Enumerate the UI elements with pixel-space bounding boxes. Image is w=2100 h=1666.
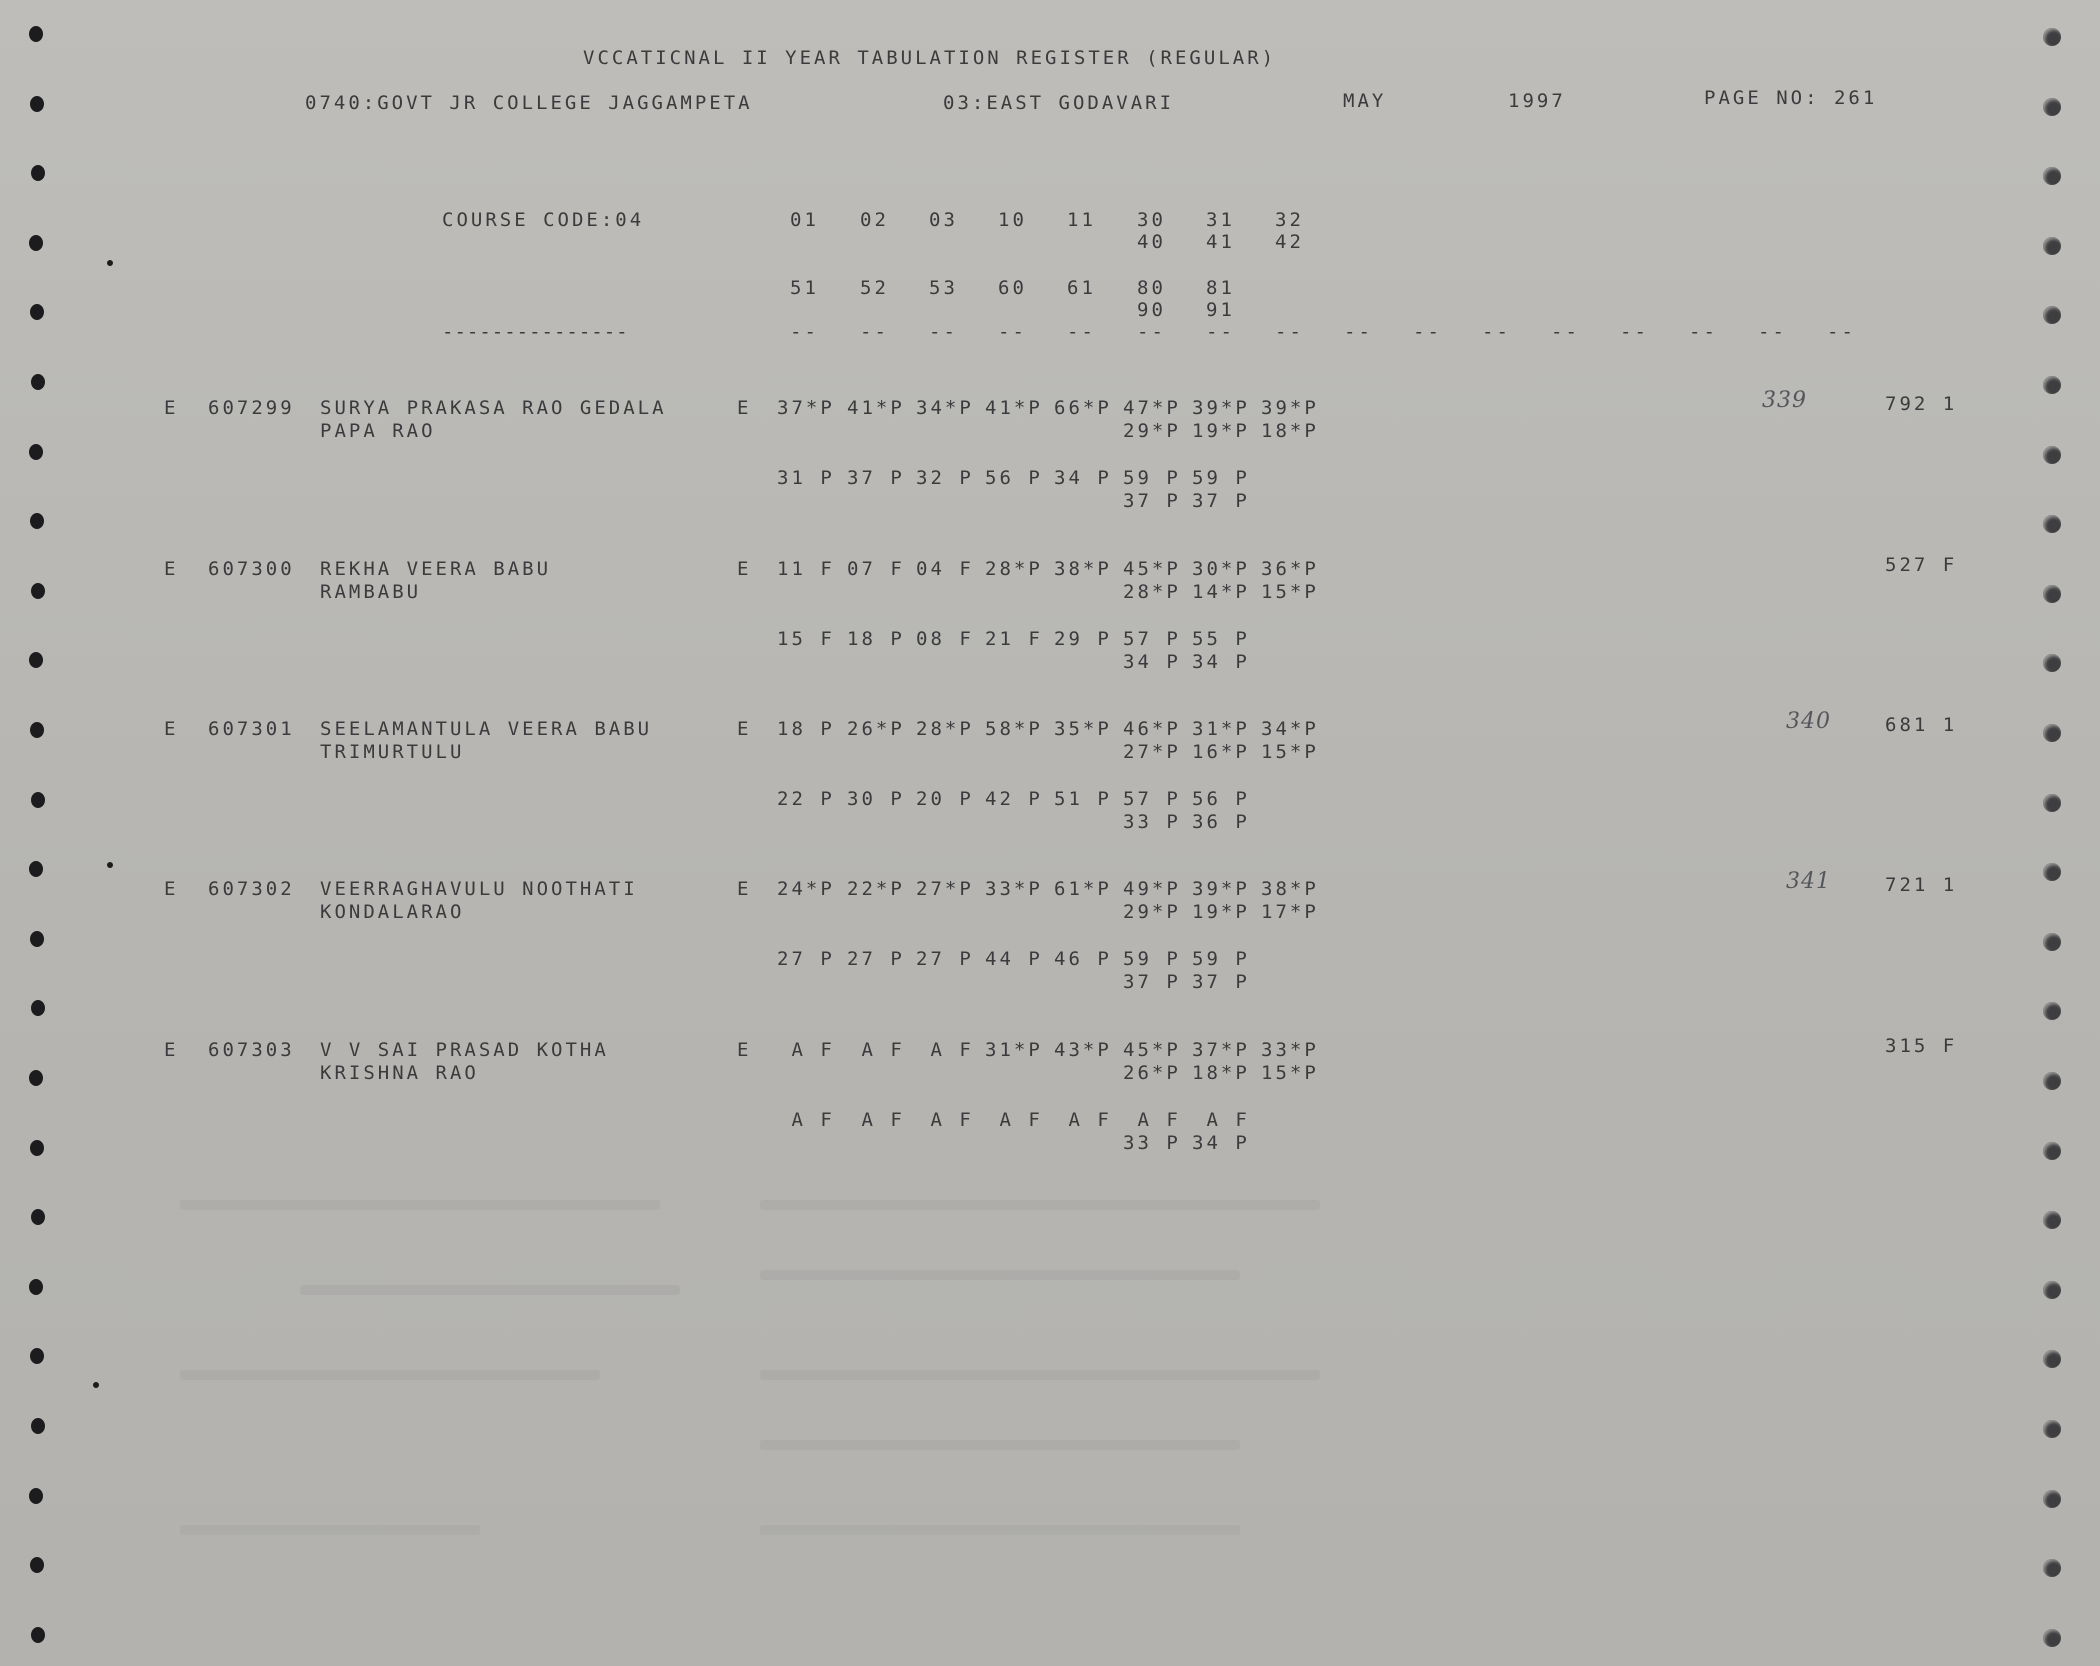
mark-cell: 36 P: [1192, 811, 1250, 833]
feed-hole: [2043, 98, 2061, 116]
dash: --: [1758, 321, 1787, 343]
course-code: 10: [998, 209, 1027, 231]
feed-hole: [30, 1140, 44, 1156]
mark-cell: 45*P: [1123, 558, 1181, 580]
feed-hole: [31, 792, 45, 808]
student-medium: E: [737, 878, 752, 900]
mark-cell: 14*P: [1192, 581, 1250, 603]
feed-hole: [2043, 446, 2061, 464]
dash: --: [1344, 321, 1373, 343]
mark-cell: 61*P: [1054, 878, 1112, 900]
feed-hole: [29, 444, 43, 460]
mark-cell: A F: [916, 1109, 974, 1131]
mark-cell: 42 P: [985, 788, 1043, 810]
mark-cell: 56 P: [1192, 788, 1250, 810]
feed-hole: [2043, 376, 2061, 394]
mark-cell: 32 P: [916, 467, 974, 489]
mark-cell: 45*P: [1123, 1039, 1181, 1061]
student-category: E: [164, 397, 179, 419]
course-code: 90: [1137, 299, 1166, 321]
mark-cell: 22*P: [847, 878, 905, 900]
feed-hole: [2043, 863, 2061, 881]
student-roll-number: 607303: [208, 1039, 295, 1061]
feed-hole: [2043, 794, 2061, 812]
feed-hole: [31, 374, 45, 390]
feed-hole: [30, 1348, 44, 1364]
feed-hole: [2043, 933, 2061, 951]
student-roll-number: 607301: [208, 718, 295, 740]
dash: --: [998, 321, 1027, 343]
dash: --: [860, 321, 889, 343]
district-name: 03:EAST GODAVARI: [943, 92, 1175, 114]
ink-speck: [93, 1382, 99, 1388]
student-father-name: PAPA RAO: [320, 420, 436, 442]
show-through-text: [760, 1200, 1320, 1210]
student-category: E: [164, 718, 179, 740]
feed-hole: [29, 861, 43, 877]
page-number: PAGE NO: 261: [1704, 87, 1878, 109]
mark-cell: 47*P: [1123, 397, 1181, 419]
course-code: 31: [1206, 209, 1235, 231]
student-category: E: [164, 878, 179, 900]
mark-cell: 46 P: [1054, 948, 1112, 970]
mark-cell: 18*P: [1192, 1062, 1250, 1084]
feed-hole: [29, 235, 43, 251]
show-through-text: [180, 1200, 660, 1210]
feed-hole: [2043, 1281, 2061, 1299]
show-through-text: [180, 1525, 480, 1535]
course-code: 60: [998, 277, 1027, 299]
student-roll-number: 607299: [208, 397, 295, 419]
mark-cell: 36*P: [1261, 558, 1319, 580]
course-code: 61: [1067, 277, 1096, 299]
mark-cell: 19*P: [1192, 420, 1250, 442]
mark-cell: 15*P: [1261, 581, 1319, 603]
mark-cell: 66*P: [1054, 397, 1112, 419]
mark-cell: 39*P: [1192, 397, 1250, 419]
student-name: REKHA VEERA BABU: [320, 558, 552, 580]
course-code-label: COURSE CODE:04: [442, 209, 645, 231]
mark-cell: 07 F: [847, 558, 905, 580]
feed-hole: [2043, 654, 2061, 672]
show-through-text: [300, 1285, 680, 1295]
show-through-text: [760, 1525, 1240, 1535]
course-code: 40: [1137, 231, 1166, 253]
feed-hole: [2043, 1420, 2061, 1438]
ink-speck: [107, 260, 113, 266]
mark-cell: 15*P: [1261, 741, 1319, 763]
mark-cell: 56 P: [985, 467, 1043, 489]
mark-cell: 34 P: [1192, 1132, 1250, 1154]
mark-cell: 55 P: [1192, 628, 1250, 650]
mark-cell: 37*P: [777, 397, 835, 419]
mark-cell: 11 F: [777, 558, 835, 580]
mark-cell: 28*P: [916, 718, 974, 740]
dash: --: [1551, 321, 1580, 343]
feed-hole: [2043, 515, 2061, 533]
mark-cell: 18 P: [777, 718, 835, 740]
dash: --: [1482, 321, 1511, 343]
feed-hole: [2043, 306, 2061, 324]
total-result: 721 1: [1885, 874, 1958, 896]
mark-cell: 59 P: [1123, 948, 1181, 970]
course-code: 42: [1275, 231, 1304, 253]
mark-cell: A F: [985, 1109, 1043, 1131]
course-code: 80: [1137, 277, 1166, 299]
feed-hole: [31, 165, 45, 181]
mark-cell: 30*P: [1192, 558, 1250, 580]
mark-cell: 30 P: [847, 788, 905, 810]
mark-cell: 37 P: [1192, 490, 1250, 512]
mark-cell: 33 P: [1123, 1132, 1181, 1154]
mark-cell: 37*P: [1192, 1039, 1250, 1061]
course-code: 32: [1275, 209, 1304, 231]
ink-speck: [107, 862, 113, 868]
student-name: SURYA PRAKASA RAO GEDALA: [320, 397, 667, 419]
student-medium: E: [737, 1039, 752, 1061]
mark-cell: A F: [847, 1039, 905, 1061]
feed-hole: [31, 1418, 45, 1434]
mark-cell: 44 P: [985, 948, 1043, 970]
mark-cell: 29*P: [1123, 420, 1181, 442]
mark-cell: 20 P: [916, 788, 974, 810]
mark-cell: A F: [847, 1109, 905, 1131]
mark-cell: 29*P: [1123, 901, 1181, 923]
show-through-text: [760, 1270, 1240, 1280]
course-code: 41: [1206, 231, 1235, 253]
mark-cell: 18*P: [1261, 420, 1319, 442]
mark-cell: 59 P: [1123, 467, 1181, 489]
feed-hole: [2043, 1350, 2061, 1368]
feed-hole: [30, 513, 44, 529]
mark-cell: 38*P: [1261, 878, 1319, 900]
feed-hole: [31, 1000, 45, 1016]
course-code: 01: [790, 209, 819, 231]
dash: --: [1206, 321, 1235, 343]
mark-cell: 27 P: [916, 948, 974, 970]
mark-cell: 26*P: [847, 718, 905, 740]
feed-hole: [30, 931, 44, 947]
mark-cell: 35*P: [1054, 718, 1112, 740]
mark-cell: 15*P: [1261, 1062, 1319, 1084]
dash: --: [1620, 321, 1649, 343]
mark-cell: 28*P: [985, 558, 1043, 580]
mark-cell: 33*P: [1261, 1039, 1319, 1061]
feed-hole: [30, 304, 44, 320]
feed-hole: [2043, 724, 2061, 742]
mark-cell: 34 P: [1054, 467, 1112, 489]
course-code: 52: [860, 277, 889, 299]
mark-cell: 37 P: [1192, 971, 1250, 993]
mark-cell: 31 P: [777, 467, 835, 489]
feed-hole: [29, 1070, 43, 1086]
handwritten-serial: 339: [1762, 388, 1807, 413]
feed-hole: [2043, 1559, 2061, 1577]
student-category: E: [164, 1039, 179, 1061]
mark-cell: 08 F: [916, 628, 974, 650]
student-father-name: TRIMURTULU: [320, 741, 465, 763]
mark-cell: 16*P: [1192, 741, 1250, 763]
course-code: 02: [860, 209, 889, 231]
mark-cell: 33*P: [985, 878, 1043, 900]
mark-cell: 51 P: [1054, 788, 1112, 810]
mark-cell: 57 P: [1123, 788, 1181, 810]
mark-cell: 37 P: [1123, 490, 1181, 512]
mark-cell: A F: [916, 1039, 974, 1061]
show-through-text: [760, 1370, 1320, 1380]
student-name: VEERRAGHAVULU NOOTHATI: [320, 878, 638, 900]
feed-hole: [2043, 237, 2061, 255]
total-result: 527 F: [1885, 554, 1958, 576]
mark-cell: 04 F: [916, 558, 974, 580]
show-through-text: [760, 1440, 1240, 1450]
mark-cell: 46*P: [1123, 718, 1181, 740]
mark-cell: A F: [1192, 1109, 1250, 1131]
mark-cell: 28*P: [1123, 581, 1181, 603]
mark-cell: A F: [1054, 1109, 1112, 1131]
feed-hole: [2043, 1142, 2061, 1160]
feed-hole: [2043, 1211, 2061, 1229]
dash: --: [1137, 321, 1166, 343]
mark-cell: A F: [777, 1109, 835, 1131]
feed-hole: [29, 652, 43, 668]
dash: --: [790, 321, 819, 343]
mark-cell: 22 P: [777, 788, 835, 810]
handwritten-serial: 340: [1786, 709, 1831, 734]
student-name: SEELAMANTULA VEERA BABU: [320, 718, 653, 740]
course-code: 53: [929, 277, 958, 299]
mark-cell: 58*P: [985, 718, 1043, 740]
show-through-text: [180, 1370, 600, 1380]
mark-cell: 27*P: [1123, 741, 1181, 763]
student-category: E: [164, 558, 179, 580]
feed-hole: [2043, 1002, 2061, 1020]
feed-hole: [2043, 28, 2061, 46]
dash: --: [1067, 321, 1096, 343]
student-medium: E: [737, 558, 752, 580]
course-code: 11: [1067, 209, 1096, 231]
mark-cell: 43*P: [1054, 1039, 1112, 1061]
mark-cell: 34*P: [916, 397, 974, 419]
course-underline: ---------------: [442, 321, 629, 343]
feed-hole: [2043, 1490, 2061, 1508]
course-code: 30: [1137, 209, 1166, 231]
mark-cell: 57 P: [1123, 628, 1181, 650]
mark-cell: 33 P: [1123, 811, 1181, 833]
mark-cell: 34 P: [1123, 651, 1181, 673]
mark-cell: 37 P: [847, 467, 905, 489]
mark-cell: 41*P: [847, 397, 905, 419]
course-code: 91: [1206, 299, 1235, 321]
student-father-name: RAMBABU: [320, 581, 422, 603]
student-medium: E: [737, 397, 752, 419]
mark-cell: 31*P: [1192, 718, 1250, 740]
feed-hole: [2043, 1629, 2061, 1647]
feed-hole: [2043, 167, 2061, 185]
mark-cell: 38*P: [1054, 558, 1112, 580]
mark-cell: 27 P: [847, 948, 905, 970]
student-roll-number: 607300: [208, 558, 295, 580]
course-code: 81: [1206, 277, 1235, 299]
mark-cell: 37 P: [1123, 971, 1181, 993]
mark-cell: 34*P: [1261, 718, 1319, 740]
mark-cell: A F: [1123, 1109, 1181, 1131]
mark-cell: 59 P: [1192, 948, 1250, 970]
feed-hole: [31, 1209, 45, 1225]
mark-cell: 31*P: [985, 1039, 1043, 1061]
mark-cell: 59 P: [1192, 467, 1250, 489]
mark-cell: 15 F: [777, 628, 835, 650]
course-code: 51: [790, 277, 819, 299]
mark-cell: 29 P: [1054, 628, 1112, 650]
mark-cell: A F: [777, 1039, 835, 1061]
student-roll-number: 607302: [208, 878, 295, 900]
dash: --: [1689, 321, 1718, 343]
mark-cell: 18 P: [847, 628, 905, 650]
dash: --: [1275, 321, 1304, 343]
total-result: 681 1: [1885, 714, 1958, 736]
mark-cell: 49*P: [1123, 878, 1181, 900]
mark-cell: 19*P: [1192, 901, 1250, 923]
course-code: 03: [929, 209, 958, 231]
feed-hole: [30, 722, 44, 738]
student-father-name: KRISHNA RAO: [320, 1062, 479, 1084]
dash: --: [929, 321, 958, 343]
mark-cell: 27 P: [777, 948, 835, 970]
student-medium: E: [737, 718, 752, 740]
feed-hole: [2043, 585, 2061, 603]
report-title: VCCATICNAL II YEAR TABULATION REGISTER (REGULAR): [583, 47, 1277, 69]
feed-hole: [30, 96, 44, 112]
mark-cell: 21 F: [985, 628, 1043, 650]
feed-hole: [31, 583, 45, 599]
feed-hole: [31, 1627, 45, 1643]
total-result: 792 1: [1885, 393, 1958, 415]
dash: --: [1413, 321, 1442, 343]
feed-hole: [29, 1279, 43, 1295]
exam-year: 1997: [1508, 90, 1566, 112]
student-name: V V SAI PRASAD KOTHA: [320, 1039, 609, 1061]
mark-cell: 27*P: [916, 878, 974, 900]
college-name: 0740:GOVT JR COLLEGE JAGGAMPETA: [305, 92, 753, 114]
student-father-name: KONDALARAO: [320, 901, 465, 923]
feed-hole: [29, 1488, 43, 1504]
mark-cell: 17*P: [1261, 901, 1319, 923]
feed-hole: [2043, 1072, 2061, 1090]
feed-hole: [29, 26, 43, 42]
mark-cell: 39*P: [1192, 878, 1250, 900]
mark-cell: 41*P: [985, 397, 1043, 419]
exam-month: MAY: [1343, 90, 1387, 112]
total-result: 315 F: [1885, 1035, 1958, 1057]
handwritten-serial: 341: [1786, 869, 1831, 894]
mark-cell: 34 P: [1192, 651, 1250, 673]
dash: --: [1827, 321, 1856, 343]
mark-cell: 24*P: [777, 878, 835, 900]
mark-cell: 39*P: [1261, 397, 1319, 419]
feed-hole: [30, 1557, 44, 1573]
mark-cell: 26*P: [1123, 1062, 1181, 1084]
